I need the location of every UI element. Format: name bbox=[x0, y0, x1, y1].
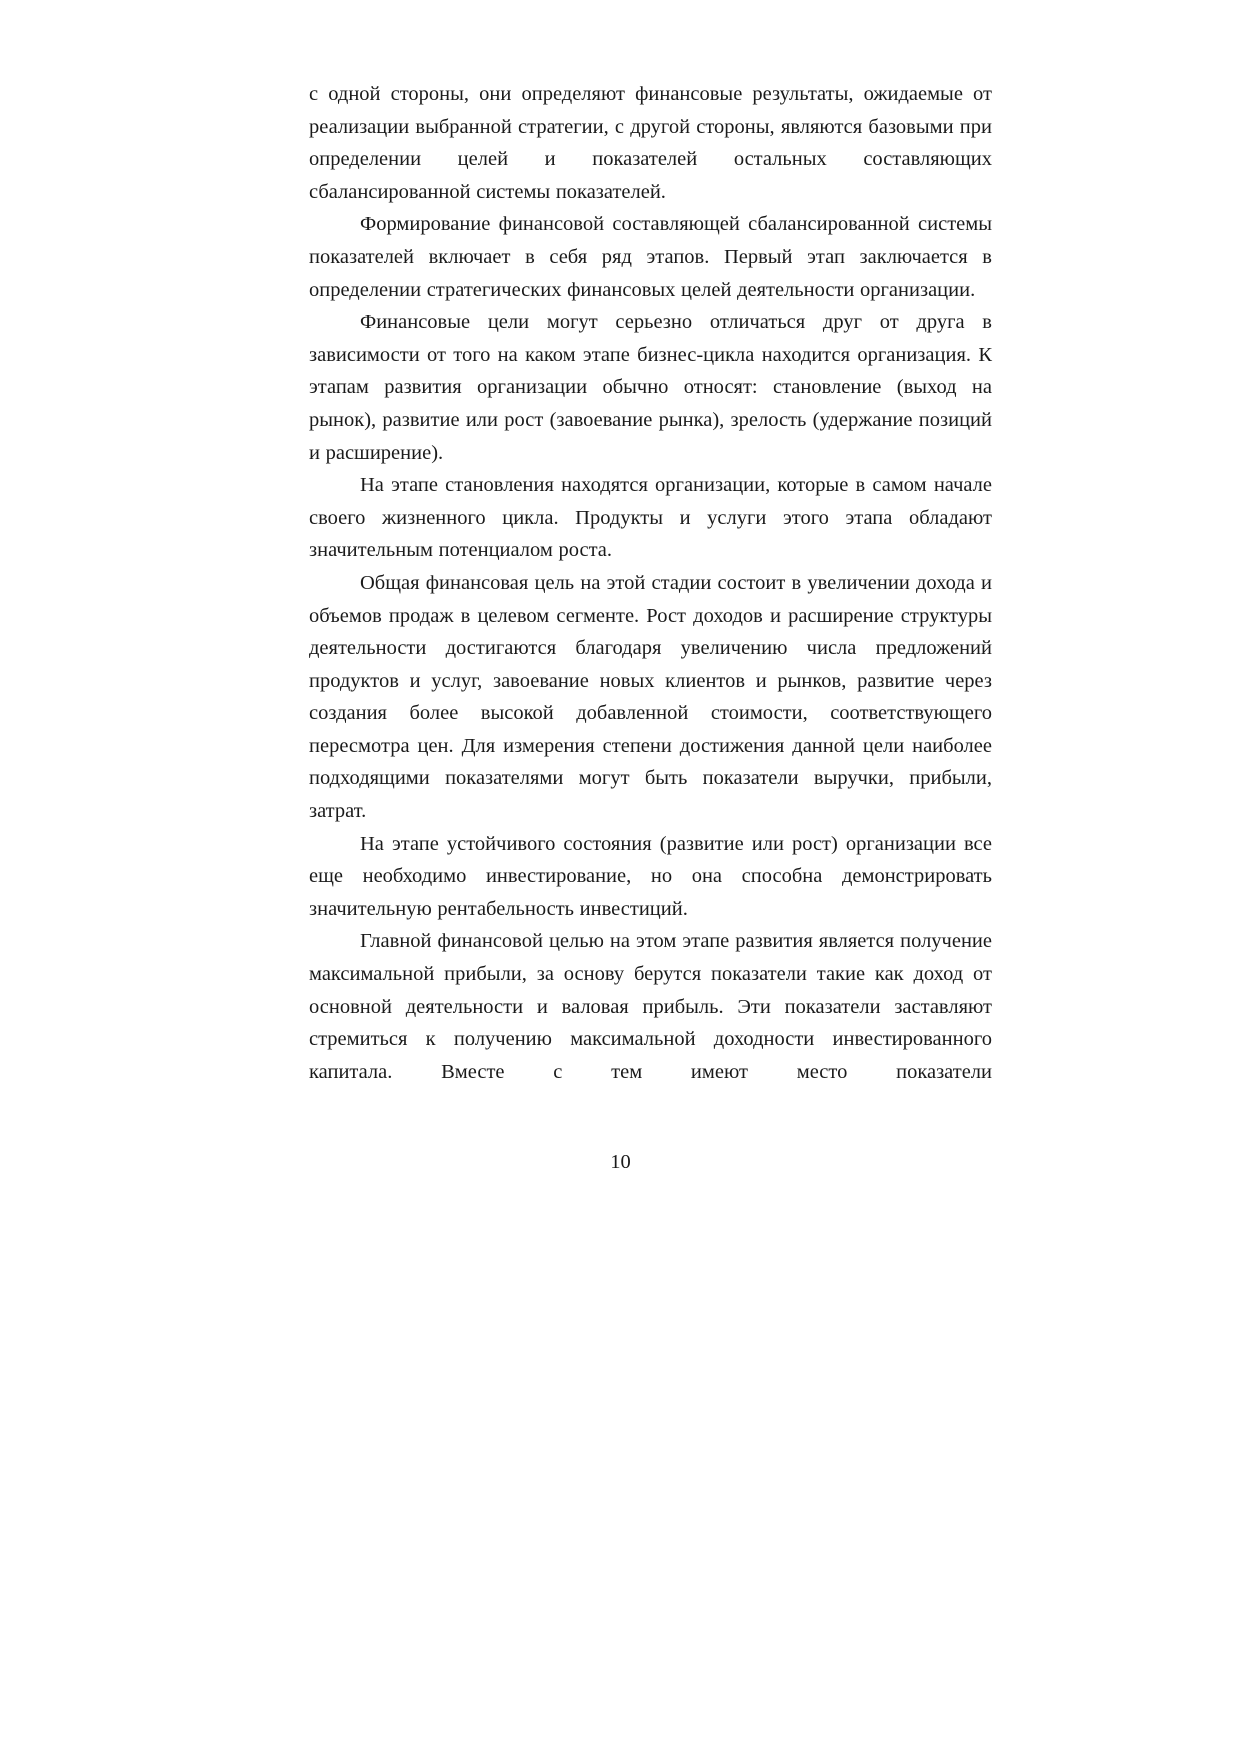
paragraph-2: Формирование финансовой составляющей сбалансированной системы показателей включает в себя ряд этапов. Первый этап заключается в определении стратегических финансовых целей деятельности организации. bbox=[309, 213, 992, 301]
paragraph-6: На этапе устойчивого состояния (развитие или рост) организации все еще необходимо инвестирование, но она способна демонстрировать значительную рентабельность инвестиций. bbox=[309, 832, 992, 920]
paragraph-5: Общая финансовая цель на этой стадии состоит в увеличении дохода и объемов продаж в целевом сегменте. Рост доходов и расширение структуры деятельности достигаются благодаря увеличению числа предложений продуктов и услуг, завоевание новых клиентов и рынков, развитие через создания более высокой добавленной стоимости, соответствующего пересмотра цен. Для измерения степени достижения данной цели наиболее подходящими показателями могут быть показатели выручки, прибыли, затрат. bbox=[309, 571, 992, 823]
paragraph-7: Главной финансовой целью на этом этапе развития является получение максимальной прибыли, за основу берутся показатели такие как доход от основной деятельности и валовая прибыль. Эти показатели заставляют стремиться к получению максимальной доходности инвестированного капитала. Вместе с тем имеют место показатели bbox=[309, 930, 992, 1083]
paragraph-4: На этапе становления находятся организации, которые в самом начале своего жизненного цикла. Продукты и услуги этого этапа обладают значительным потенциалом роста. bbox=[309, 474, 992, 562]
body-text bbox=[309, 78, 992, 1088]
paragraph-1: с одной стороны, они определяют финансовые результаты, ожидаемые от реализации выбранной стратегии, с другой стороны, являются базовыми при определении целей и показателей остальных составляющих сбалансированной системы показателей. bbox=[309, 83, 992, 203]
paragraph-3: Финансовые цели могут серьезно отличаться друг от друга в зависимости от того на каком этапе бизнес-цикла находится организация. К этапам развития организации обычно относят: становление (выход на рынок), развитие или рост (завоевание рынка), зрелость (удержание позиций и расширение). bbox=[309, 311, 992, 464]
page-number: 10 bbox=[610, 1151, 631, 1173]
